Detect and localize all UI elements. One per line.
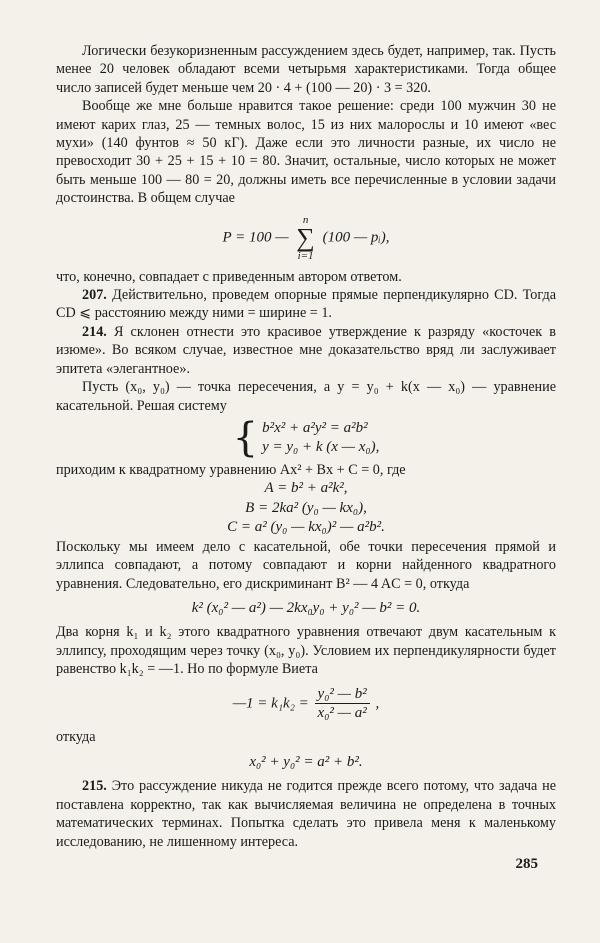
coefficient-a: A = b² + a²k²,: [264, 480, 348, 497]
paragraph-quadratic: приходим к квадратному уравнению Ax² + Bx + C = 0, где: [56, 461, 406, 478]
paragraph-tangent: Поскольку мы имеем дело с касательной, обе точки пересечения прямой и эллипса совпадают, а потому совпадают и корни найденного квадратного уравнения. Следовательно, его дискриминант B² — 4 AC = 0, откуда: [56, 538, 556, 592]
sum-lower-limit: i=1: [297, 249, 314, 262]
vieta-fraction: [315, 685, 370, 723]
sum-upper-limit: n: [302, 213, 309, 226]
formula-discriminant: k² (x₀² — a²) — 2kx₀y₀ + y₀² — b² = 0.: [191, 600, 421, 617]
problem-207: [56, 286, 556, 323]
paragraph-intro: Логически безукоризненным рассуждением здесь будет, например, так. Пусть менее 20 человек обладают всеми четырьмя характеристиками. Тогда общее число записей будет меньше чем 20 · 4 + (100 — 20) · 3 = 320.: [56, 43, 556, 96]
coefficients-block: [56, 479, 556, 538]
formula-vieta-tail: ,: [375, 695, 380, 711]
coefficient-c: C = a² (y₀ — kx₀)² — a²b².: [227, 519, 385, 536]
sigma-symbol: ∑: [296, 222, 315, 252]
system-brace: {: [232, 414, 259, 461]
problem-214-number: 214.: [82, 323, 107, 340]
word-whence: откуда: [56, 729, 96, 746]
equation-system: [56, 414, 556, 461]
vieta-denominator: x₀² — a²: [317, 705, 367, 722]
system-line-2: y = y₀ + k (x — x₀),: [262, 438, 380, 455]
page-number: 285: [515, 856, 538, 872]
vieta-numerator: y₀² — b²: [315, 685, 370, 704]
formula-general-lhs: P = 100 —: [222, 229, 289, 246]
formula-vieta: [56, 685, 556, 723]
paragraph-roots: Два корня k₁ и k₂ этого квадратного уравнения отвечают двум касательным к эллипсу, проходящим через точку (x₀, y₀). Условием их перпендикулярности будет равенство k₁k₂ = —1. Но по формуле Виета: [56, 624, 556, 678]
problem-215-number: 215.: [82, 778, 107, 795]
paragraph-conclusion: что, конечно, совпадает с приведенным автором ответом.: [56, 268, 402, 285]
formula-circle: x₀² + y₀² = a² + b².: [249, 753, 363, 770]
problem-215: [56, 777, 556, 851]
problem-214-text: Я склонен отнести это красивое утверждение к разряду «косточек в изюме». Во всяком случае, известное мне доказательство вряд ли заслуживает эпитета «элегантное».: [56, 323, 556, 377]
summation-sign: [296, 214, 315, 262]
coefficient-b: B = 2ka² (y₀ — kx₀),: [245, 499, 367, 516]
formula-general-case: [56, 214, 556, 262]
system-lines: [262, 419, 379, 457]
problem-207-number: 207.: [82, 287, 107, 304]
problem-207-text: Действительно, проведем опорные прямые перпендикулярно CD. Тогда CD ⩽ расстоянию между ними = ширине = 1.: [56, 287, 556, 322]
formula-vieta-lhs: —1 = k₁k₂ =: [232, 695, 309, 711]
problem-215-text: Это рассуждение никуда не годится прежде всего потому, что задача не поставлена корректно, так как вычисляемая величина не определена в точных математических терминах. Попытка сделать это привела меня к маленькому исследованию, не лишенному интереса.: [56, 778, 557, 850]
paragraph-let-point: Пусть (x₀, y₀) — точка пересечения, а y = y₀ + k(x — x₀) — уравнение касательной. Решая систему: [56, 379, 556, 414]
system-line-1: b²x² + a²y² = a²b²: [262, 419, 368, 436]
paragraph-prefer-solution: Вообще же мне больше нравится такое решение: среди 100 мужчин 30 не имеют карих глаз, 25 — темных волос, 15 из них малорослы и 10 имеют «вес мухи» (140 фунтов ≈ 50 кГ). Даже если это личности разные, их число не превосходит 30 + 25 + 15 + 10 = 80. Значит, остальные, число которых не может быть меньше 100 — 80 = 20, должны иметь все перечисленные в условии задачи достоинства. В общем случае: [56, 98, 556, 207]
formula-general-rhs: (100 — pᵢ),: [322, 229, 390, 246]
problem-214: [56, 323, 556, 378]
